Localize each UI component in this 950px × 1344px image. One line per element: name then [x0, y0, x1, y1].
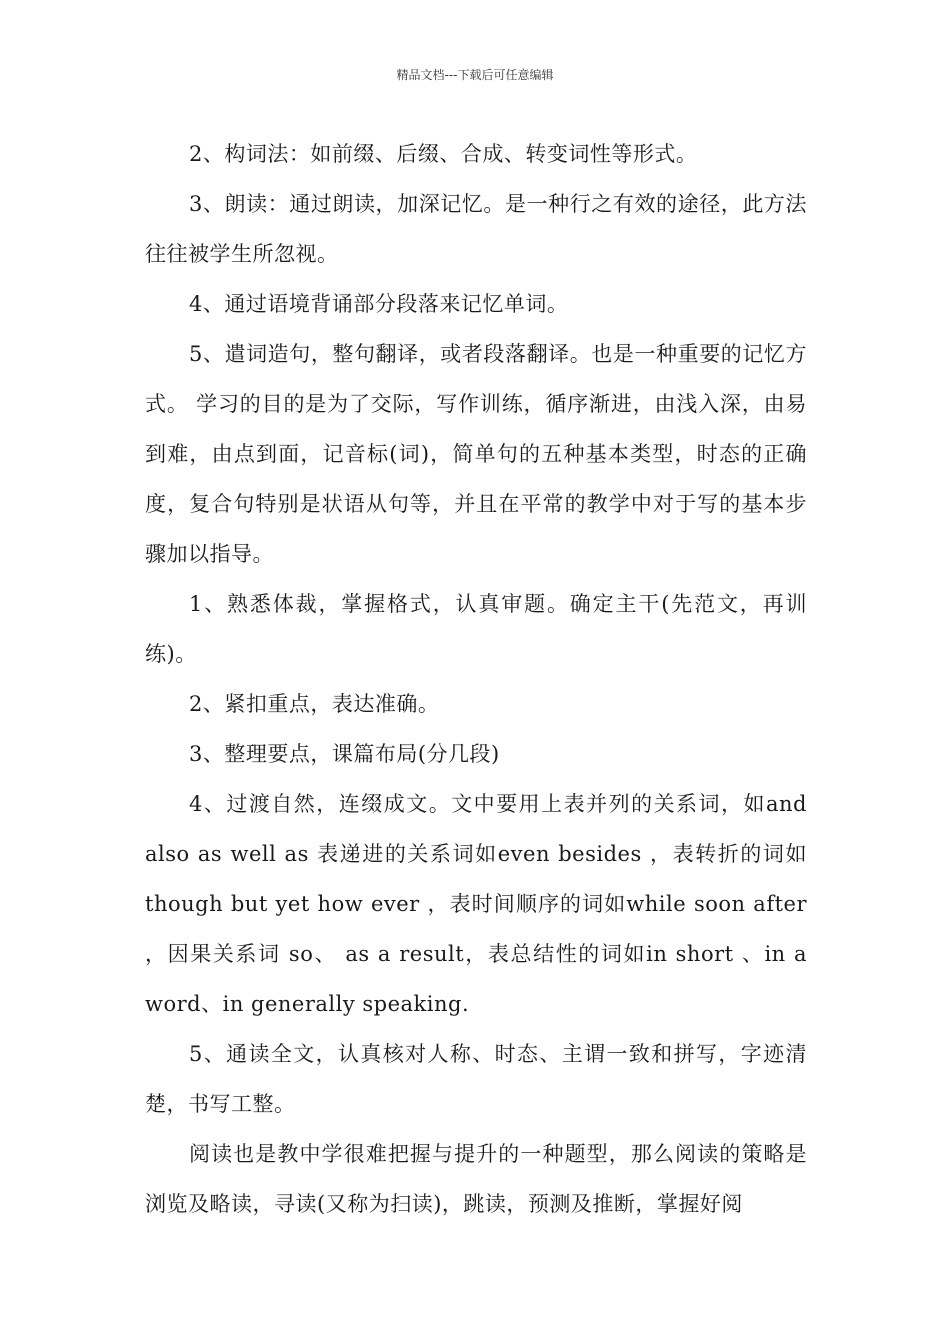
- paragraph-writing-step-1: 1、熟悉体裁，掌握格式，认真审题。确定主干(先范文，再训练)。: [145, 592, 807, 666]
- page-header: 精品文档---下载后可任意编辑: [396, 68, 554, 82]
- paragraph-context-recitation: 4、通过语境背诵部分段落来记忆单词。: [189, 292, 569, 316]
- paragraph-word-formation: 2、构词法：如前缀、后缀、合成、转变词性等形式。: [189, 142, 698, 166]
- paragraph-reading-strategy: 阅读也是教中学很难把握与提升的一种题型，那么阅读的策略是浏览及略读，寻读(又称为扫读)，跳读，预测及推断，掌握好阅: [145, 1142, 807, 1216]
- paragraph-writing-step-5: 5、通读全文，认真核对人称、时态、主谓一致和拼写，字迹清楚，书写工整。: [145, 1042, 807, 1116]
- paragraph-writing-step-3: 3、整理要点，课篇布局(分几段): [189, 742, 500, 766]
- paragraph-sentence-making: 5、遣词造句，整句翻译，或者段落翻译。也是一种重要的记忆方式。 学习的目的是为了交际，写作训练，循序渐进，由浅入深，由易到难，由点到面，记音标(词)，简单句的五种基本类型，时态的正确度，复合句特别是状语从句等，并且在平常的教学中对于写的基本步骤加以指导。: [145, 342, 807, 566]
- paragraph-writing-step-4: 4、过渡自然，连缀成文。文中要用上表并列的关系词，如and also as well as 表递进的关系词如even besides ，表转折的词如 though but yet how ever ，表时间顺序的词如while soon after ，因果关系词 so、 as a result，表总结性的词如in short 、in a word、in generally speaking.: [145, 792, 807, 1016]
- paragraph-writing-step-2: 2、紧扣重点，表达准确。: [189, 692, 440, 716]
- document-body: [145, 129, 807, 1229]
- paragraph-reading-aloud: 3、朗读：通过朗读，加深记忆。是一种行之有效的途径，此方法往往被学生所忽视。: [145, 192, 807, 266]
